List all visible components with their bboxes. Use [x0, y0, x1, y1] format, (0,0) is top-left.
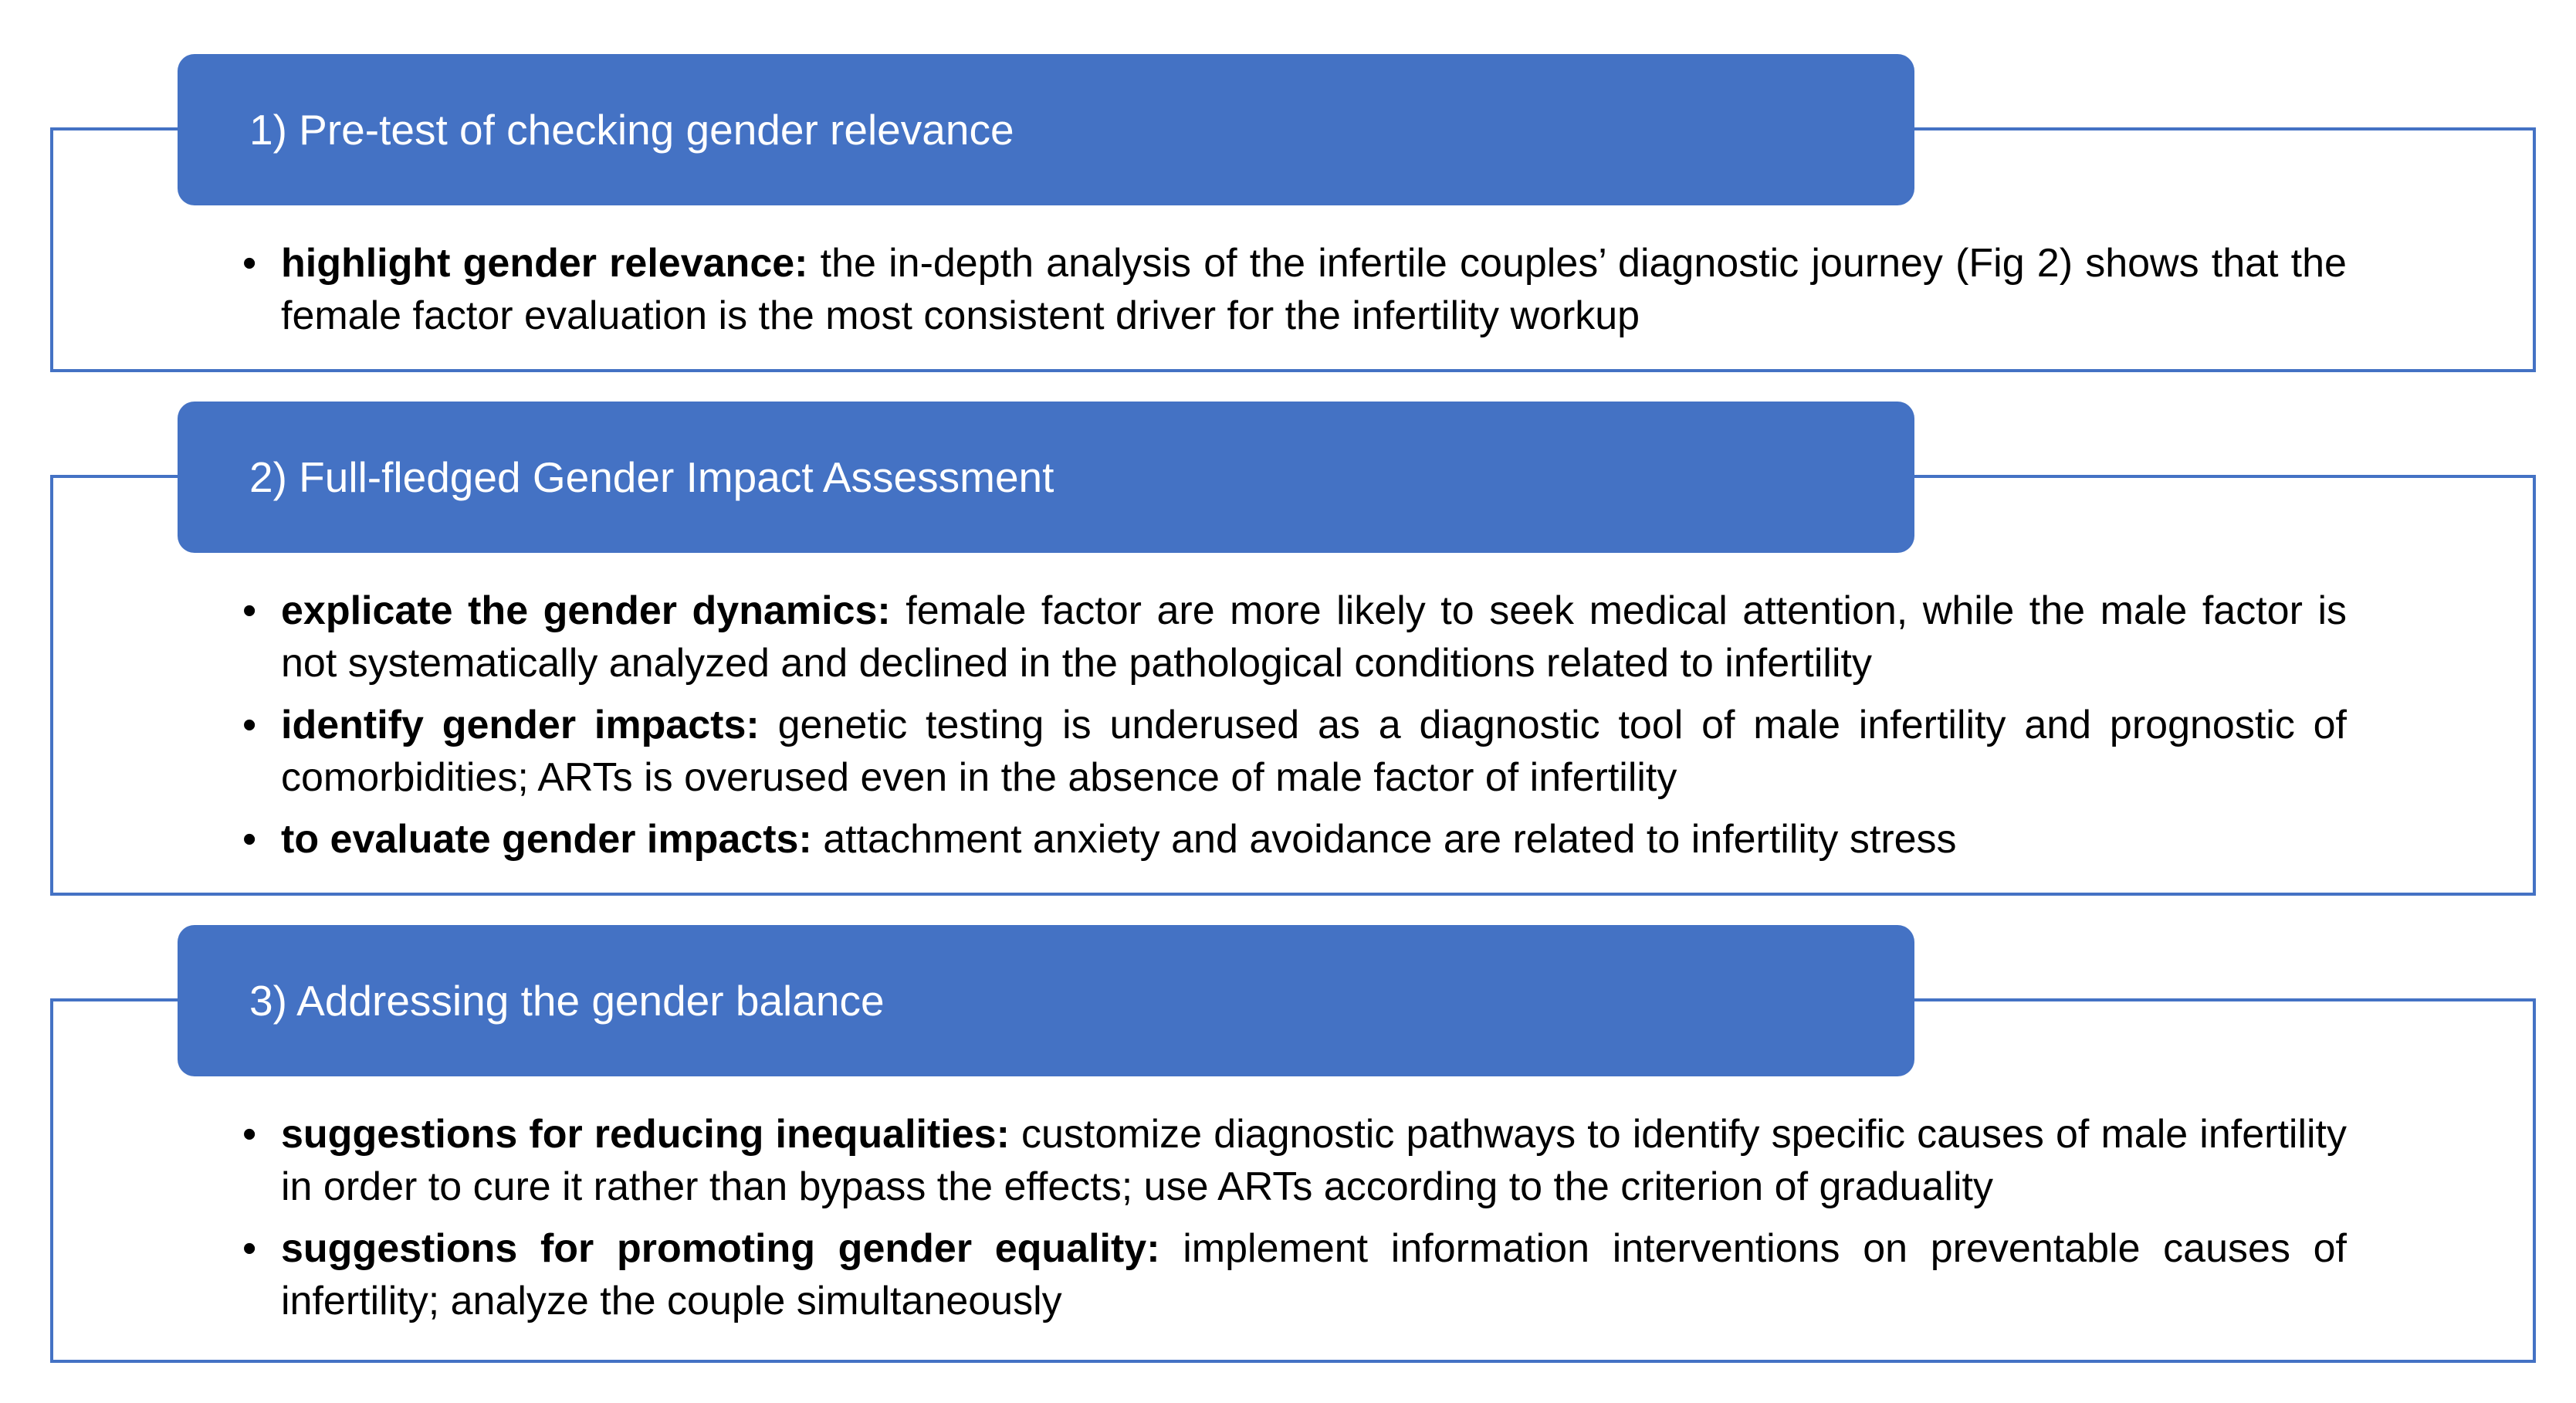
section-2-title: 2) Full-fledged Gender Impact Assessment: [249, 453, 1054, 501]
frame-top-line-right: [1914, 127, 2536, 130]
section-1-title: 1) Pre-test of checking gender relevance: [249, 106, 1014, 154]
section-2-list: [239, 585, 2347, 866]
item-text: the in-depth analysis of the infertile couples’ diagnostic journey (Fig 2) shows that the female factor evaluation is the most consistent driver for the infertility workup: [281, 241, 2347, 338]
section-2-header: [178, 402, 1914, 553]
list-item: [239, 1222, 2347, 1327]
bullet-icon: •: [242, 703, 257, 747]
list-item: [239, 813, 2347, 866]
section-1-header: [178, 54, 1914, 205]
section-3-header: [178, 925, 1914, 1076]
item-text: female factor are more likely to seek medical attention, while the male factor is not systematically analyzed and declined in the pathological conditions related to infertility: [281, 588, 2347, 686]
frame-top-line-left: [50, 998, 181, 1001]
section-1-list: [239, 237, 2347, 342]
list-item: [239, 699, 2347, 804]
bullet-icon: •: [242, 588, 257, 633]
bullet-icon: •: [242, 241, 257, 286]
item-key: to evaluate gender impacts:: [281, 817, 812, 862]
bullet-icon: •: [242, 1112, 257, 1157]
item-key: highlight gender relevance:: [281, 241, 808, 286]
bullet-icon: •: [242, 817, 257, 862]
list-item: [239, 237, 2347, 342]
item-key: suggestions for promoting gender equality:: [281, 1226, 1160, 1271]
frame-top-line-right: [1914, 475, 2536, 478]
frame-top-line-left: [50, 127, 181, 130]
section-3-list: [239, 1108, 2347, 1327]
bullet-icon: •: [242, 1226, 257, 1271]
item-text: customize diagnostic pathways to identify specific causes of male infertility in order to cure it rather than bypass the effects; use ARTs according to the criterion of graduality: [281, 1112, 2348, 1209]
item-key: suggestions for reducing inequalities:: [281, 1112, 1010, 1157]
section-3-title: 3) Addressing the gender balance: [249, 977, 885, 1025]
frame-top-line-left: [50, 475, 181, 478]
list-item: [239, 1108, 2347, 1213]
item-key: explicate the gender dynamics:: [281, 588, 891, 633]
item-key: identify gender impacts:: [281, 703, 760, 747]
list-item: [239, 585, 2347, 690]
item-text: attachment anxiety and avoidance are related to infertility stress: [823, 817, 1957, 862]
frame-top-line-right: [1914, 998, 2536, 1001]
item-text: implement information interventions on preventable causes of infertility; analyze the couple simultaneously: [281, 1226, 2347, 1323]
item-text: genetic testing is underused as a diagnostic tool of male infertility and prognostic of comorbidities; ARTs is overused even in the absence of male factor of infertility: [281, 703, 2348, 800]
